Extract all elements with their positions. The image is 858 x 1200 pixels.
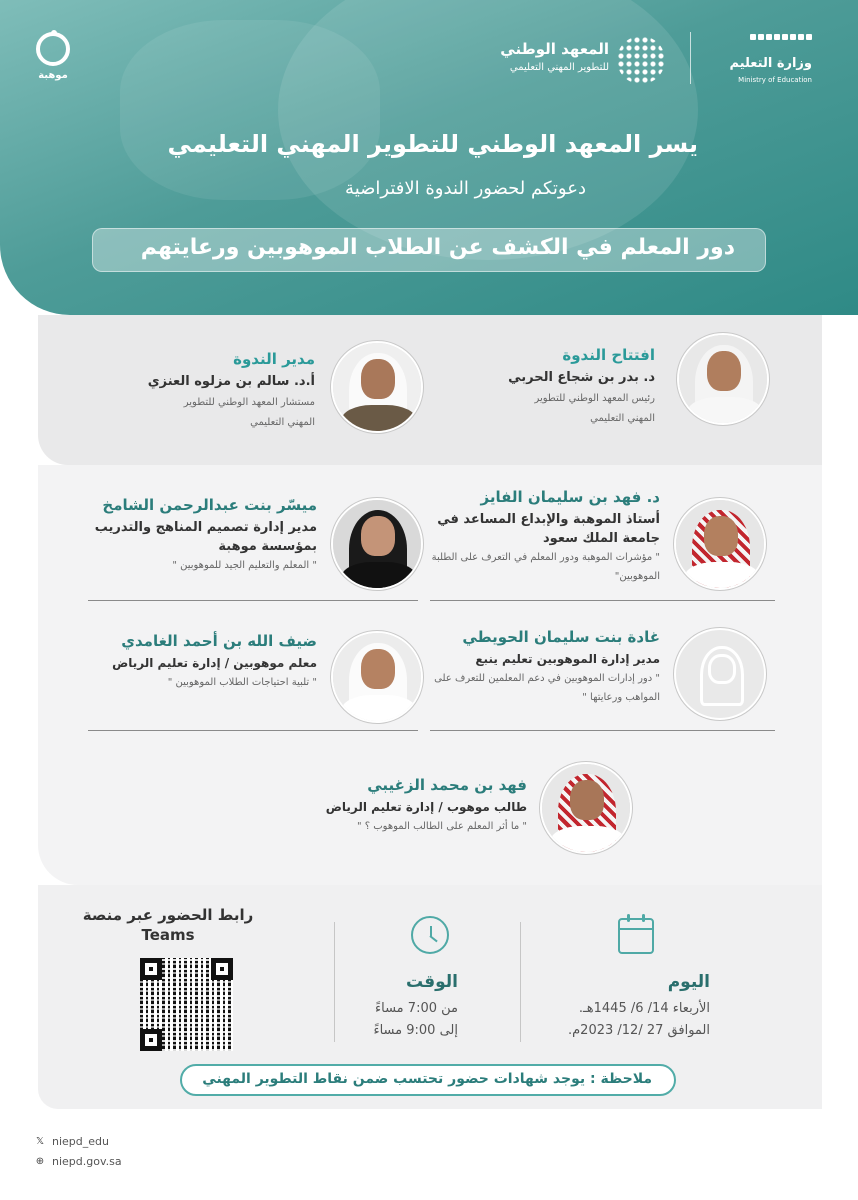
mawhiba-ring-icon (36, 32, 70, 66)
separator (430, 730, 775, 731)
clock-icon (411, 916, 449, 954)
website-link[interactable] (34, 1155, 122, 1168)
speaker-quote: " مؤشرات الموهبة ودور المعلم في التعرف على الطلبة الموهوبين" (431, 552, 660, 582)
x-icon: 𝕏 (35, 1135, 45, 1147)
niepd-logo (500, 36, 665, 88)
day-hijri: الأربعاء 14/ 6/ 1445هـ. (578, 1001, 710, 1016)
speaker-photo (674, 498, 766, 590)
time-start: من 7:00 مساءً (375, 1001, 458, 1016)
twitter-handle[interactable] (34, 1135, 109, 1148)
time-end: إلى 9:00 مساءً (373, 1023, 458, 1038)
teams-platform: Teams (141, 926, 195, 944)
moderator (95, 350, 315, 433)
mawhiba-logo (32, 30, 74, 88)
speaker-card (430, 488, 660, 586)
day-gregorian: الموافق 27 /12/ 2023م. (567, 1023, 710, 1038)
moderator-role: مدير الندوة (233, 350, 315, 368)
niepd-dots-icon (617, 36, 665, 84)
speaker-title: معلم موهوبين / إدارة تعليم الرياض (112, 656, 317, 670)
speaker-name: فهد بن محمد الزغيبي (367, 776, 527, 794)
moderator-name: أ.د. سالم بن مزلوه العنزي (147, 374, 315, 389)
invitation-title: يسر المعهد الوطني للتطوير المهني التعليمي (167, 130, 698, 158)
twitter-text: niepd_edu (52, 1135, 109, 1148)
speaker-card (87, 632, 317, 692)
time-label: الوقت (406, 972, 458, 992)
day-info (510, 972, 710, 1042)
speaker-photo (331, 498, 423, 590)
speaker-title: مدير إدارة تصميم المناهج والتدريب بمؤسسة موهبة (94, 520, 317, 554)
calendar-icon (618, 918, 654, 954)
speaker-name: ميسّر بنت عبدالرحمن الشامخ (102, 496, 317, 514)
speaker-quote: " تلبية احتياجات الطلاب الموهوبين " (167, 677, 317, 688)
opening-speaker-photo (677, 333, 769, 425)
speaker-name: د. فهد بن سليمان الفايز (480, 488, 660, 506)
header-divider (690, 32, 691, 84)
note-text: ملاحظة : يوجد شهادات حضور تحتسب ضمن نقاط التطوير المهني (202, 1071, 652, 1087)
speaker-quote: " المعلم والتعليم الجيد للموهوبين " (172, 560, 317, 571)
niepd-subtitle: للتطوير المهني التعليمي (509, 62, 609, 73)
speaker-card (87, 496, 317, 575)
info-divider (334, 922, 335, 1042)
speaker-quote: " دور إدارات الموهوبين في دعم المعلمين للتعرف على المواهب ورعايتها " (434, 673, 660, 703)
speaker-title: أستاذ الموهبة والإبداع المساعد في جامعة الملك سعود (437, 512, 660, 546)
mawhiba-wordmark: موهبة (38, 70, 68, 81)
opening-role: افتتاح الندوة (562, 346, 655, 364)
ministry-name-ar: وزارة التعليم (729, 56, 812, 71)
speaker-placeholder-photo (674, 628, 766, 720)
opening-speaker (435, 346, 655, 429)
moderator-desc: مستشار المعهد الوطني للتطوير المهني التعليمي (183, 397, 315, 428)
speaker-quote: " ما أثر المعلم على الطالب الموهوب ؟ " (357, 821, 527, 832)
time-info (338, 972, 458, 1042)
certificate-note (180, 1064, 676, 1096)
header-banner (0, 0, 858, 315)
speaker-photo (540, 762, 632, 854)
globe-icon: ⊕ (35, 1155, 45, 1167)
website-text: niepd.gov.sa (52, 1155, 122, 1168)
speaker-name: ضيف الله بن أحمد الغامدي (121, 632, 317, 650)
teams-link-label: رابط الحضور عبر منصة (82, 906, 254, 924)
opening-desc: رئيس المعهد الوطني للتطوير المهني التعليمي (534, 393, 655, 424)
speaker-title: طالب موهوب / إدارة تعليم الرياض (325, 800, 527, 814)
speaker-photo (331, 631, 423, 723)
teams-link-info (68, 906, 268, 950)
ministry-of-education-logo (702, 34, 812, 90)
speaker-name: غادة بنت سليمان الحويطي (462, 628, 660, 646)
ministry-dots-icon (746, 34, 812, 48)
info-divider (520, 922, 521, 1042)
ministry-name-en: Ministry of Education (738, 76, 812, 84)
invitation-subtitle: دعوتكم لحضور الندوة الافتراضية (345, 178, 586, 199)
speaker-card (297, 776, 527, 836)
moderator-photo (331, 341, 423, 433)
teams-qr-code[interactable] (140, 958, 233, 1051)
speaker-title: مدير إدارة الموهوبين تعليم ينبع (475, 652, 660, 666)
seminar-topic: دور المعلم في الكشف عن الطلاب الموهوبين ورعايتهم (140, 235, 735, 260)
topic-box (92, 228, 766, 272)
day-label: اليوم (667, 972, 710, 992)
separator (430, 600, 775, 601)
opening-name: د. بدر بن شجاع الحربي (508, 370, 655, 385)
separator (88, 730, 418, 731)
speaker-card (430, 628, 660, 707)
separator (88, 600, 418, 601)
niepd-name: المعهد الوطني (500, 40, 609, 58)
